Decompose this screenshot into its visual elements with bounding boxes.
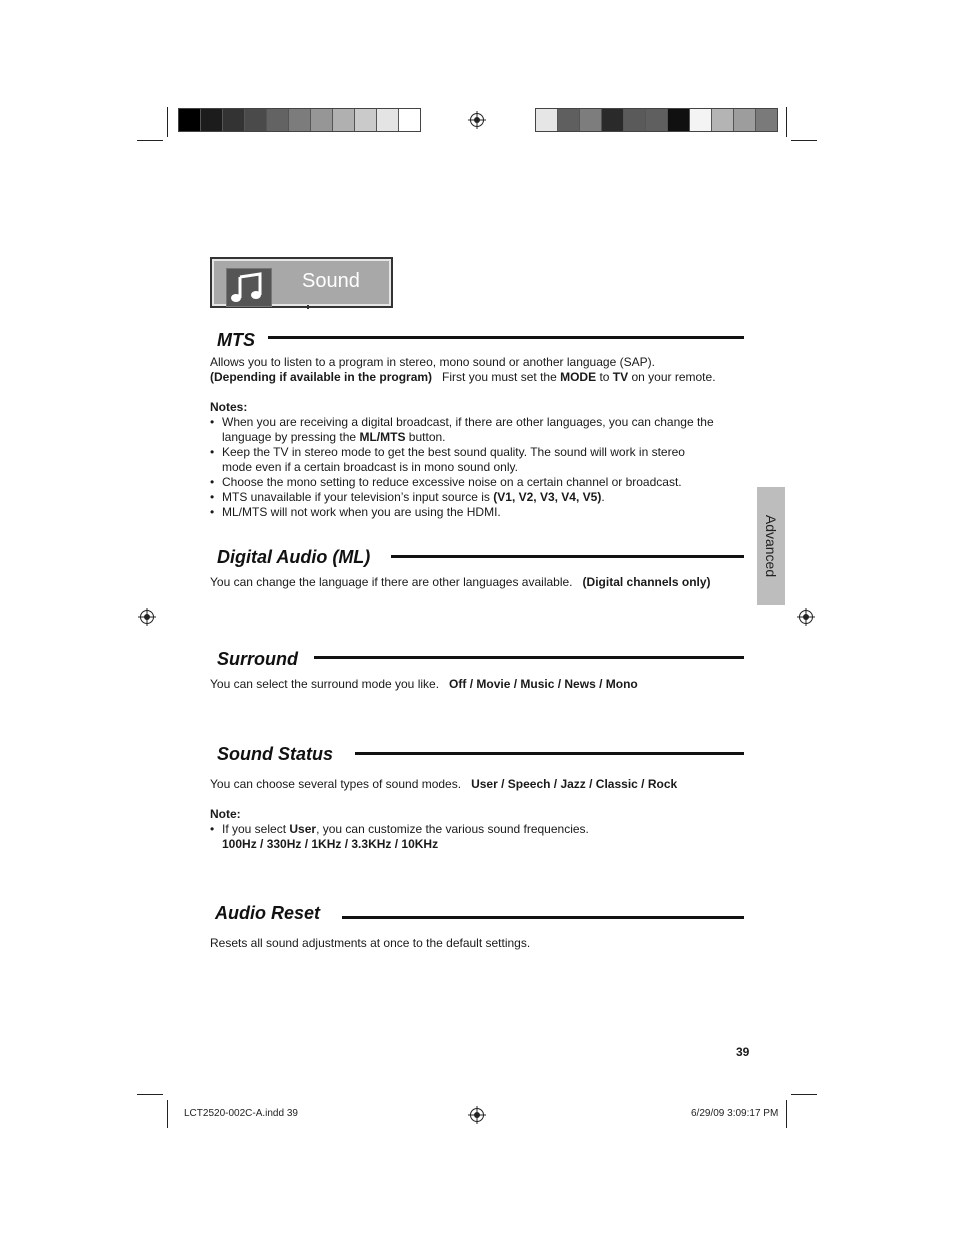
user-note (222, 822, 589, 837)
section-rule (268, 336, 744, 339)
audio-reset-heading: Audio Reset (215, 903, 321, 923)
section-rule (314, 656, 744, 659)
mts-mode-line (210, 370, 716, 385)
note-5: ML/MTS will not work when you are using the HDMI. (222, 505, 501, 519)
surround-text (210, 677, 638, 692)
crop-mark (791, 140, 817, 141)
crop-mark (167, 107, 168, 137)
section-rule (342, 916, 744, 919)
note-2-line-1: Keep the TV in stereo mode to get the best sound quality. The sound will work in stereo (222, 445, 685, 459)
registration-mark-icon (468, 1106, 486, 1124)
mts-availability: (Depending if available in the program) (210, 370, 433, 384)
bullet: • (210, 822, 215, 836)
registration-mark-icon (797, 608, 815, 626)
crop-mark (786, 107, 787, 137)
sound-tab-title: Sound (302, 270, 360, 292)
color-swatch (756, 109, 777, 131)
color-swatch (558, 109, 580, 131)
advanced-side-tab (757, 487, 785, 605)
tab-tick (307, 305, 309, 309)
note-label: Note: (210, 807, 241, 821)
text: language by pressing the (222, 430, 357, 444)
advanced-label: Advanced (763, 514, 779, 578)
bullet: • (210, 505, 215, 519)
footer-file: LCT2520-002C-A.indd 39 (184, 1108, 298, 1119)
color-swatch (201, 109, 223, 131)
ml-mts-key: ML/MTS (359, 430, 406, 444)
section-rule (391, 555, 744, 558)
color-swatch (580, 109, 602, 131)
text: You can change the language if there are other languages available. (210, 575, 573, 589)
registration-mark-icon (468, 111, 486, 129)
color-swatch (179, 109, 201, 131)
digital-only-note: (Digital channels only) (582, 575, 711, 589)
mode-key: MODE (560, 370, 597, 384)
frequency-list: 100Hz / 330Hz / 1KHz / 3.3KHz / 10KHz (222, 837, 439, 851)
mts-heading: MTS (217, 330, 255, 350)
color-swatch (267, 109, 289, 131)
color-swatch (646, 109, 668, 131)
page-number: 39 (736, 1045, 750, 1059)
note-1-line-1: When you are receiving a digital broadcast, if there are other languages, you can change the (222, 415, 714, 429)
sound-status-text (210, 777, 677, 792)
crop-mark (137, 140, 163, 141)
text: , you can customize the various sound frequencies. (316, 822, 589, 836)
text: First you must set the (442, 370, 557, 384)
color-swatch (624, 109, 646, 131)
note-1-line-2 (222, 430, 446, 445)
input-sources: (V1, V2, V3, V4, V5) (493, 490, 602, 504)
text: You can select the surround mode you like. (210, 677, 440, 691)
sound-menu-tab (210, 257, 393, 308)
note-4 (222, 490, 605, 505)
surround-options: Off / Movie / Music / News / Mono (449, 677, 638, 691)
sound-status-heading: Sound Status (217, 744, 333, 764)
text: You can choose several types of sound modes. (210, 777, 462, 791)
color-swatch (311, 109, 333, 131)
color-swatch (712, 109, 734, 131)
color-swatch (668, 109, 690, 131)
crop-mark (167, 1100, 168, 1128)
digital-audio-heading: Digital Audio (ML) (217, 547, 371, 567)
footer-timestamp: 6/29/09 3:09:17 PM (691, 1108, 779, 1119)
bullet: • (210, 475, 215, 489)
text: to (599, 370, 610, 384)
text: on your remote. (631, 370, 716, 384)
color-bar-right (535, 108, 778, 132)
digital-audio-text (210, 575, 711, 590)
color-bar-left (178, 108, 421, 132)
color-swatch (734, 109, 756, 131)
color-swatch (690, 109, 712, 131)
color-swatch (289, 109, 311, 131)
tv-key: TV (612, 370, 629, 384)
audio-reset-text: Resets all sound adjustments at once to the default settings. (210, 936, 531, 950)
note-2-line-2: mode even if a certain broadcast is in mono sound only. (222, 460, 518, 474)
text: button. (408, 430, 446, 444)
crop-mark (791, 1094, 817, 1095)
notes-label: Notes: (210, 400, 248, 414)
music-note-icon (226, 268, 272, 307)
text: MTS unavailable if your television’s input source is (222, 490, 490, 504)
note-3: Choose the mono setting to reduce excessive noise on a certain channel or broadcast. (222, 475, 682, 489)
color-swatch (602, 109, 624, 131)
sound-modes: User / Speech / Jazz / Classic / Rock (471, 777, 678, 791)
bullet: • (210, 415, 215, 429)
color-swatch (245, 109, 267, 131)
color-swatch (536, 109, 558, 131)
color-swatch (355, 109, 377, 131)
bullet: • (210, 445, 215, 459)
text: If you select (222, 822, 287, 836)
surround-heading: Surround (217, 649, 298, 669)
color-swatch (399, 109, 420, 131)
section-rule (355, 752, 744, 755)
registration-mark-icon (138, 608, 156, 626)
bullet: • (210, 490, 215, 504)
color-swatch (333, 109, 355, 131)
crop-mark (137, 1094, 163, 1095)
color-swatch (223, 109, 245, 131)
crop-mark (786, 1100, 787, 1128)
mts-intro: Allows you to listen to a program in stereo, mono sound or another language (SAP). (210, 355, 655, 369)
text: . (601, 490, 605, 504)
user-mode: User (289, 822, 317, 836)
color-swatch (377, 109, 399, 131)
